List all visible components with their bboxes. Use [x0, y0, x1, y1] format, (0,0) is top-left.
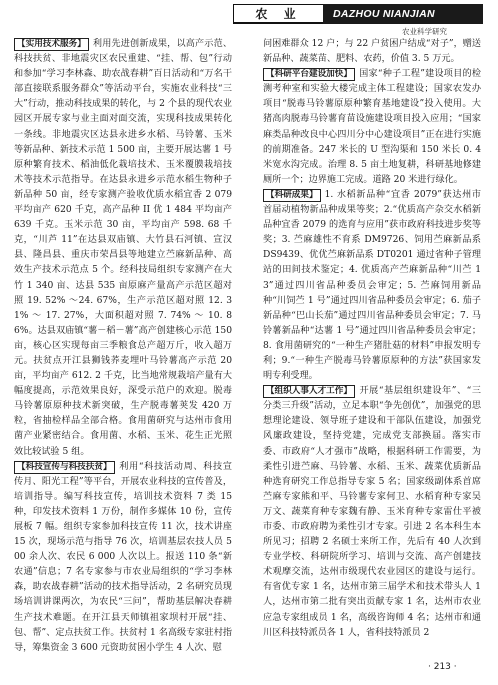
right-column	[263, 37, 481, 641]
text-achievements: 1. 水稻新品种“宜香 2079”获达州市首届动植物新品种成果等奖；2.“优质高产杂交水稻新品种宜香 2079 的选育与应用”获市政府科技进步奖等奖；3. 苎麻雄性不育系 DM9726、饲用苎麻新品系 DS9439、优优苎麻新品系 DT0201 通过省种子管理站的田间技术鉴定；4. 优质高产苎麻新品种“川苎 13”通过四川省品种委员会审定；5. 苎麻饲用新品种“川饲苎 1 号”通过四川省品种委员会审定；6. 茄子新品种“巴山长茄”通过四川省品种委员会审定；7. 马铃薯新品种“达薯 1 号”通过四川省品种委员会审定；8. 食用菌研究的“一种生产猪肚菇的材料”申报发明专利；9.“一种生产脱毒马铃薯原原种的方法”获国家发明专利受理。	[263, 189, 481, 382]
heading-practical-tech: 【实用技术服务】	[14, 38, 89, 51]
paragraph-personnel	[263, 384, 481, 641]
section-subtitle: 农业科学研究	[402, 27, 447, 36]
paragraph-continued	[263, 37, 481, 67]
left-column	[14, 37, 232, 656]
text-personnel: 开展“基层组织建设年”、“三分类三升级”活动，立足本职“争先创优”，加强党的思想理论建设、领导班子建设和干部队伍建设，加强党风廉政建设，坚持党建，完成党支部换届。落实市委、市政府“人才强市”战略，根据科研工作需要，为柔性引进苎麻、马铃薯、水稻、玉米、蔬菜优质新品种选育研究工作总指导专家 5 名；国家级副体系首席苎麻专家熊和平、马铃薯专家何卫、水稻育种专家吴万文、蔬菜育种专家魏有静、玉米育种专家雷仕平被市委、市政府聘为柔性引才专家。引进 2 名本科生本所见习；招聘 2 名硕士来所工作，先后有 40 人次到专业学校、科研院所学习、培训与交流、高产创建技术观摩交流，达州市级现代农业园区的建设与运行。有省优专家 1 名，达州市第三届学术和技术带头人 1 人，达州市第二批有突出贡献专家 1 名，达州市农业应急专家组成员 1 名，高级咨询师 4 名；达州市和通川区科技特派员各 1 人，省科技特派员 2	[263, 386, 481, 638]
heading-platform: 【科研平台建设加快】	[263, 68, 355, 81]
text-practical-tech: 利用先进创新成果，以高产示范、科技扶贫、非地震灾区农民重建、“挂、帮、包”行动和参加“学习李林森、助农战春耕”百日活动和“万名干部直接联系服务群众”等活动平台，实施农业科技“三大”行动，推动科技成果的转化，与 2 个县的现代农业园区开展专家与业主面对面交流，实现科技成果转化一条线。非地震灾区达县永进乡水稻、马铃薯、玉米等新品种、新技术示范 1 500 亩，主要开展达薯 1 号原种繁育技术、稻油低化栽培技术、玉米覆膜栽培技术等技术示范指导。在达县永进乡示范水稻生物种子新品种 50 亩，经专家测产验收优质水稻宜香 2 079 平均亩产 620 千克，高产品种 II 优 1 484 平均亩产 639 千克。玉米示范 30 亩，平均亩产 598. 68 千克，“川芦 11”在达县双庙镇、大竹县石河镇、宣汉县、隆昌县、重庆市荣昌县等地建立苎麻新品种、高效生产技术示范点 5 个。经科技局组织专家测产在大竹 1 340 亩、达县 535 亩原麻产量高产示范区超对照 19. 52% ～24. 67%，生产示范区超对照 12. 31% ～ 17. 27%，大面积超对照 7. 74% ～ 10. 86%。达县双庙镇“薯－稻－薯”高产创建核心示范 150 亩，核心区实现每亩三季粮食总产超万斤，收入超万元。扶贫点开江县狮钱荞麦埋叶马铃薯高产示范 20 亩，平均亩产 612. 2 千克，比当地常规栽培产量有大幅度提高，示范效果良好，深受示范户的欢迎。脱毒马铃薯原原种技术新突破，生产脱毒薯荚发 420 万粒，省抽检样品全部合格。食用菌研究与达州市食用菌产业紧密结合。食用菌、水稻、玉米、花生正光照效比较试验 5 组。	[14, 39, 232, 457]
paragraph-achievements	[263, 188, 481, 384]
journal-title: DAZHOU NIANJIAN	[323, 4, 483, 24]
paragraph-platform	[263, 67, 481, 188]
heading-achievements: 【科研成果】	[263, 189, 321, 202]
paragraph-publicity-poverty	[14, 460, 232, 656]
page-header	[0, 0, 498, 36]
page-number: · 213 ·	[428, 662, 457, 672]
heading-publicity-poverty: 【科技宣传与科技扶贫】	[14, 461, 115, 474]
text-platform: 国家“种子工程”建设项目的检测考种室和实验大楼完成主体工程建设；国家农发办项目“脱毒马铃薯原原种繁育基地建设”投入使用。大猪高肉脱毒马铃薯育苗设施建设项目投入应用；“国家麻类品种改良中心四川分中心建设项目”正在进行实施的前期准备。247 米长的 U 型沟渠和 150 米长 0. 4 米宽水沟完成。治理 8. 5 亩土地复耕，科研基地修建厕所一个；边界施工完成。道路 20 米进行绿化。	[263, 69, 481, 185]
paragraph-practical-tech	[14, 37, 232, 460]
heading-personnel: 【组织人事人才工作】	[263, 385, 355, 398]
text-publicity-poverty: 利用“科技活动周、科技宣传月、阳光工程”等平台，开展农业科技的宣传普及，培训指导。编写科技宣传，培训技术资料 7 类 15 种，印发技术资料 1 万份，制作多媒体 10 份，宣传展板 7 幅。组织专家参加科技宣传 11 次，技术讲座 15 次，现场示范与指导 76 次，培训基层农技人员 500 余人次、农民 6 000 人次以上。报送 110 条“新农通”信息；7 名专家参与市农业局组织的“学习李林森，助农战春耕”活动的技术指导活动，2 名研究员现场培训讲课两次，为农民“三问”，帮助基层解决春耕生产技术难题。在开江县天师镇祖家坝村开展“挂、包、帮”、定点扶贫工作。扶贫村 1 名高级专家驻村指导，筹集资金 3 600 元资助贫困小学生 4 人次、慰	[14, 461, 232, 653]
text-continued: 问困难群众 12 户；与 22 户贫困户结成“对子”，赠送新品种、蔬菜苗、肥料、农药，价值 3. 5 万元。	[263, 39, 481, 65]
section-label: 农 业	[233, 4, 323, 24]
